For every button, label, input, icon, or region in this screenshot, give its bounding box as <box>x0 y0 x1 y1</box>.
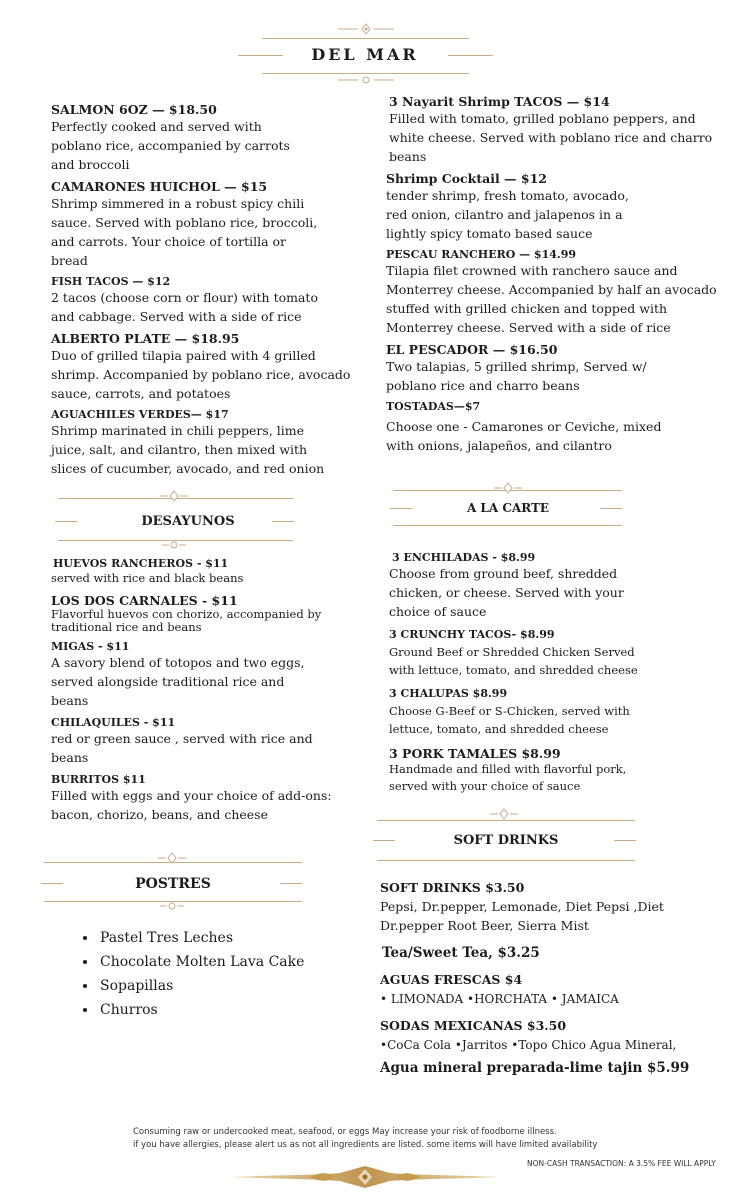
drinks-rule-right <box>614 840 636 841</box>
item-desc: Shrimp simmered in a robust spicy chili sauce. Served with poblano rice, broccoli, and carrots. Your choice of tortilla or bread <box>51 196 318 268</box>
item-desc: Duo of grilled tilapia paired with 4 grilled shrimp. Accompanied by poblano rice, avocado sauce, carrots, and potatoes <box>51 348 351 401</box>
item-name: TOSTADAS—$7 <box>386 400 481 413</box>
menu-item <box>380 1018 710 1055</box>
ornament-drinks <box>480 808 528 820</box>
item-name: PESCAU RANCHERO — $14.99 <box>386 248 577 261</box>
footer-line: Consuming raw or undercooked meat, seafood, or eggs May increase your risk of foodborne illness. <box>133 1127 557 1137</box>
item-desc: Two talapias, 5 grilled shrimp, Served w/ poblano rice and charro beans <box>386 359 647 393</box>
item-name: LOS DOS CARNALES - $11 <box>51 593 238 608</box>
menu-item <box>51 275 361 326</box>
item-desc: A savory blend of totopos and two eggs, served alongside traditional rice and beans <box>51 655 305 708</box>
desayunos-rule-left <box>55 521 77 522</box>
header-rule-right <box>448 55 493 56</box>
item-name: 3 Nayarit Shrimp TACOS — $14 <box>389 94 610 109</box>
list-item: • Churros <box>98 998 320 1022</box>
footer-disclaimer <box>133 1126 653 1152</box>
item-desc: Tilapia filet crowned with ranchero sauce and Monterrey cheese. Accompanied by half an avocado stuffed with grilled chicken and topped with Monterrey cheese. Served with a side of rice <box>386 263 717 335</box>
carte-rule-bottom <box>393 525 622 526</box>
menu-item <box>386 94 726 166</box>
menu-item <box>389 687 689 738</box>
item-desc: •CoCa Cola •Jarritos •Topo Chico Agua Mineral, <box>380 1038 677 1052</box>
item-desc: • LIMONADA •HORCHATA • JAMAICA <box>380 992 619 1006</box>
menu-item <box>386 400 726 455</box>
item-name: Tea/Sweet Tea, $3.25 <box>382 945 540 961</box>
drinks-rule-left <box>373 840 395 841</box>
menu-item <box>51 716 351 767</box>
postres-rule-right <box>280 883 302 884</box>
fee-notice: NON-CASH TRANSACTION: A 3.5% FEE WILL APPLY <box>527 1159 717 1168</box>
item-name: MIGAS - $11 <box>51 640 130 653</box>
item-desc: Filled with tomato, grilled poblano peppers, and white cheese. Served with poblano rice and charro beans <box>389 111 713 164</box>
menu-item <box>389 746 689 795</box>
item-name: SALMON 6OZ — $18.50 <box>51 102 217 117</box>
item-name: HUEVOS RANCHEROS - $11 <box>53 557 229 570</box>
list-item: • Pastel Tres Leches <box>98 926 320 950</box>
ornament-desayunos <box>150 490 198 502</box>
ornament-top-bottom <box>336 74 396 86</box>
item-name: 3 ENCHILADAS - $8.99 <box>392 551 536 564</box>
item-name: SOFT DRINKS $3.50 <box>380 880 525 895</box>
carte-list <box>389 551 689 795</box>
menu-item <box>51 408 361 478</box>
drinks-rule-top <box>377 820 635 821</box>
list-item: • Chocolate Molten Lava Cake <box>98 950 320 974</box>
item-desc: Flavorful huevos con chorizo, accompanied by traditional rice and beans <box>51 607 322 634</box>
item-name: Agua mineral preparada-lime tajin $5.99 <box>380 1060 690 1076</box>
item-desc: 2 tacos (choose corn or flour) with tomato and cabbage. Served with a side of rice <box>51 290 318 324</box>
del-mar-right-column <box>386 94 726 455</box>
item-name: ALBERTO PLATE — $18.95 <box>51 331 240 346</box>
header-rule-left <box>238 55 283 56</box>
header-rule-top <box>262 38 469 39</box>
ornament-carte <box>484 482 532 494</box>
item-desc: Shrimp marinated in chili peppers, lime juice, salt, and cilantro, then mixed with slices of cucumber, avocado, and red onion <box>51 423 325 476</box>
item-desc: served with rice and black beans <box>51 571 244 585</box>
item-name: 3 CHALUPAS $8.99 <box>389 687 508 700</box>
del-mar-left-column <box>51 102 361 478</box>
item-name: AGUACHILES VERDES— $17 <box>51 408 229 421</box>
menu-item <box>51 179 361 270</box>
item-name: EL PESCADOR — $16.50 <box>386 342 558 357</box>
carte-rule-left <box>390 508 412 509</box>
menu-item <box>380 1060 710 1076</box>
drinks-list <box>380 880 710 1076</box>
item-name: AGUAS FRESCAS $4 <box>380 972 523 987</box>
item-desc: Perfectly cooked and served with poblano rice, accompanied by carrots and broccoli <box>51 119 290 172</box>
ornament-postres-bottom <box>148 901 196 911</box>
item-desc: Pepsi, Dr.pepper, Lemonade, Diet Pepsi ,Diet Dr.pepper Root Beer, Sierra Mist <box>380 899 664 933</box>
item-name: CHILAQUILES - $11 <box>51 716 176 729</box>
item-name: 3 PORK TAMALES $8.99 <box>389 746 561 761</box>
menu-item <box>51 331 361 403</box>
carte-title: A LA CARTE <box>466 501 550 515</box>
item-name: FISH TACOS — $12 <box>51 275 171 288</box>
menu-item <box>51 593 351 634</box>
ornament-footer <box>220 1164 510 1190</box>
postres-title: POSTRES <box>135 876 211 892</box>
carte-rule-right <box>600 508 622 509</box>
item-name: BURRITOS $11 <box>51 773 146 786</box>
page-title: DEL MAR <box>311 45 419 64</box>
menu-item <box>380 945 710 961</box>
item-name: SODAS MEXICANAS $3.50 <box>380 1018 567 1033</box>
ornament-top <box>336 22 396 36</box>
menu-item <box>389 551 689 621</box>
footer-line: if you have allergies, please alert us as not all ingredients are listed. some items will have limited availability <box>133 1140 598 1150</box>
menu-item <box>51 557 351 586</box>
menu-item <box>386 248 726 337</box>
desayunos-title: DESAYUNOS <box>141 514 235 529</box>
item-desc: Ground Beef or Shredded Chicken Served with lettuce, tomato, and shredded cheese <box>389 645 638 677</box>
menu-item <box>51 640 351 710</box>
item-desc: Choose one - Camarones or Ceviche, mixed with onions, jalapeños, and cilantro <box>386 419 662 453</box>
postres-rule-left <box>41 883 63 884</box>
menu-item <box>380 972 710 1009</box>
list-item: • Sopapillas <box>98 974 320 998</box>
item-desc: Handmade and filled with flavorful pork, served with your choice of sauce <box>389 762 627 793</box>
item-desc: Choose from ground beef, shredded chicken, or cheese. Served with your choice of sauce <box>389 566 624 619</box>
menu-item <box>386 171 726 243</box>
item-name: 3 CRUNCHY TACOS- $8.99 <box>389 628 555 641</box>
desayunos-list <box>51 557 351 824</box>
item-desc: Filled with eggs and your choice of add-ons: bacon, chorizo, beans, and cheese <box>51 788 332 822</box>
menu-item <box>51 773 351 824</box>
menu-item <box>51 102 361 174</box>
item-desc: tender shrimp, fresh tomato, avocado, red onion, cilantro and jalapenos in a lightly spicy tomato based sauce <box>386 188 629 241</box>
drinks-rule-bottom <box>377 860 635 861</box>
ornament-desayunos-bottom <box>150 540 198 550</box>
menu-item <box>386 342 726 395</box>
menu-item <box>380 880 710 935</box>
item-name: CAMARONES HUICHOL — $15 <box>51 179 268 194</box>
item-desc: red or green sauce , served with rice and beans <box>51 731 313 765</box>
menu-item <box>389 628 689 679</box>
drinks-title: SOFT DRINKS <box>453 833 559 848</box>
ornament-postres <box>148 852 196 864</box>
item-name: Shrimp Cocktail — $12 <box>386 171 547 186</box>
postres-list <box>80 926 320 1022</box>
item-desc: Choose G-Beef or S-Chicken, served with lettuce, tomato, and shredded cheese <box>389 704 630 736</box>
